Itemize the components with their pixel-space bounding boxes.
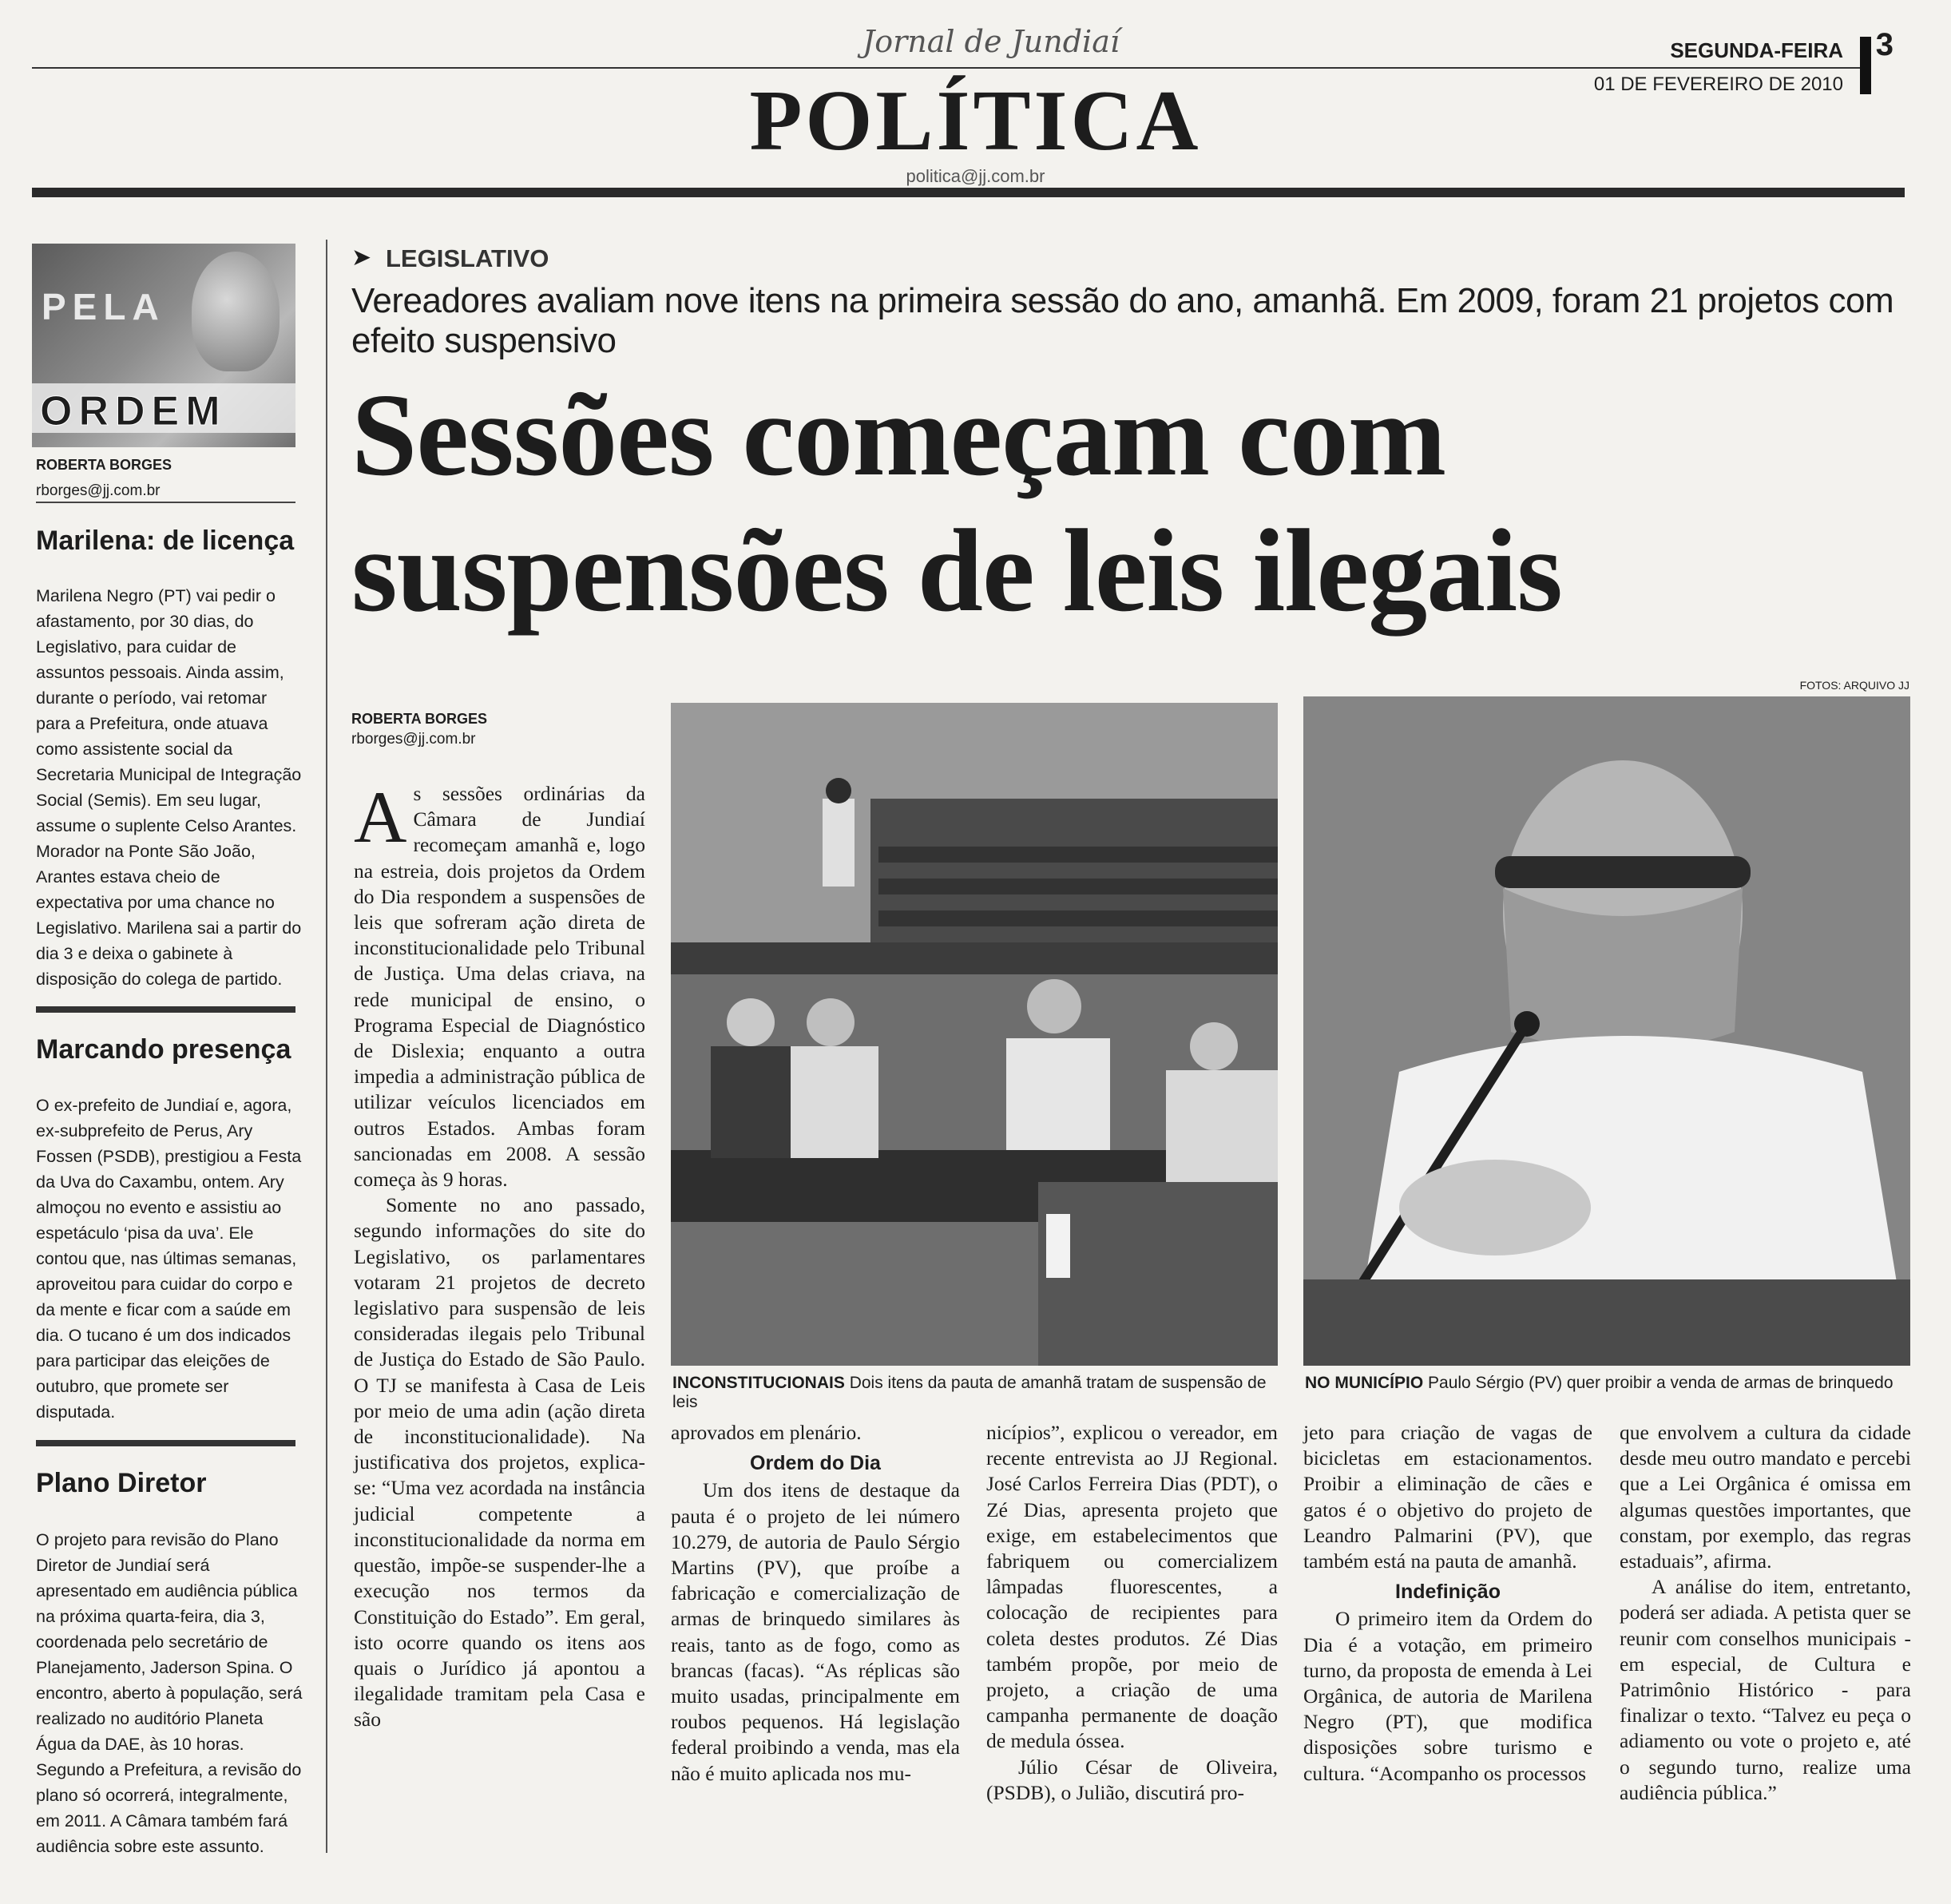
caption-text: Paulo Sérgio (PV) quer proibir a venda de armas de brinquedo xyxy=(1428,1374,1894,1392)
column-logo xyxy=(32,244,295,447)
portrait-photo xyxy=(1303,696,1910,1366)
paragraph: jeto para criação de vagas de bicicletas em estacionamentos. Proibir a eliminação de cães e gatos é o objetivo do projeto de Leandro Palmarini (PV), que também está na pauta de amanhã. xyxy=(1303,1421,1592,1573)
note-divider xyxy=(36,1006,295,1013)
column-email: rborges@jj.com.br xyxy=(36,482,161,499)
logo-word-pela: PELA xyxy=(42,286,165,327)
paragraph: A análise do item, entretanto, poderá ser adiada. A petista quer se reunir com conselhos municipais - em especial, de Cultura e Patrimônio Histórico - para finalizar o texto. “Talvez eu peça o adiamento ou vote o projeto e, até o segundo turno, realize uma audiência pública.” xyxy=(1620,1575,1911,1804)
paragraph: s sessões ordinárias da Câmara de Jundiaí recomeçam amanhã e, logo na estreia, dois projetos da Ordem do Dia respondem a suspensões de leis que sofreram ação direta de inconstitucionalidade pelo Tribunal de Justiça. Uma delas criava, na rede municipal de ensino, o Programa Especial de Diagnóstico de Dislexia; enquanto a outra impedia a administração pública de utilizar veículos licenciados em outros Estados. Ambas foram sancionadas em 2008. A sessão começa às 9 horas. xyxy=(354,782,645,1192)
article-column-5 xyxy=(1620,1420,1911,1806)
deck: Vereadores avaliam nove itens na primeira sessão do ano, amanhã. Em 2009, foram 21 projetos com efeito suspensivo xyxy=(351,281,1894,360)
kicker-arrow-icon: ➤ xyxy=(351,244,372,271)
logo-hand-image xyxy=(192,252,280,371)
page-number: 3 xyxy=(1875,27,1894,62)
weekday: SEGUNDA-FEIRA xyxy=(1670,38,1843,62)
article-column-2 xyxy=(671,1420,960,1787)
article-byline: ROBERTA BORGES xyxy=(351,711,488,727)
column-separator xyxy=(326,240,327,1853)
masthead-rule xyxy=(32,67,1869,69)
headline-line-2: suspensões de leis ilegais xyxy=(351,506,1562,637)
section-title: POLÍTICA xyxy=(749,73,1202,169)
note-divider xyxy=(36,1440,295,1446)
article-column-3 xyxy=(986,1420,1278,1806)
subhead-indefinicao: Indefinição xyxy=(1395,1581,1501,1604)
column-rule xyxy=(36,502,295,503)
kicker: LEGISLATIVO xyxy=(386,244,549,272)
photo-credit: FOTOS: ARQUIVO JJ xyxy=(1799,679,1909,692)
caption-text: Dois itens da pauta de amanhã tratam de suspensão de leis xyxy=(672,1374,1267,1411)
section-email: politica@jj.com.br xyxy=(906,166,1045,186)
note-title: Marilena: de licença xyxy=(36,526,295,556)
paragraph: Júlio César de Oliveira, (PSDB), o Julião, discutirá pro- xyxy=(986,1755,1278,1804)
dropcap: A xyxy=(354,776,407,858)
caption-label: INCONSTITUCIONAIS xyxy=(672,1374,845,1392)
subhead-ordem-do-dia: Ordem do Dia xyxy=(750,1452,881,1475)
newspaper-name: Jornal de Jundiaí xyxy=(862,24,1120,59)
publication-date: 01 DE FEVEREIRO DE 2010 xyxy=(1593,73,1843,95)
photo-caption-1 xyxy=(672,1374,1295,1412)
photo-caption-2 xyxy=(1305,1374,1928,1393)
note-title: Marcando presença xyxy=(36,1034,291,1065)
chamber-photo xyxy=(671,703,1278,1366)
paragraph: O primeiro item da Ordem do Dia é a votação, em primeiro turno, da proposta de emenda à Lei Orgânica, de autoria de Marilena Negro (PT), que modifica disposições sobre turismo e cultura. “Acompanho os processos xyxy=(1303,1607,1592,1785)
note-text: O projeto para revisão do Plano Diretor de Jundiaí será apresentado em audiência pública na próxima quarta-feira, dia 3, coordenada pelo secretário de Planejamento, Jaderson Spina. O encontro, aberto à população, será realizado no auditório Planeta Água da DAE, às 10 horas. Segundo a Prefeitura, a revisão do plano só ocorrerá, integralmente, em 2011. A Câmara também fará audiência sobre este assunto. xyxy=(36,1530,303,1856)
note-text: Marilena Negro (PT) vai pedir o afastamento, por 30 dias, do Legislativo, para cuidar de assuntos pessoais. Ainda assim, durante o período, vai retomar para a Prefeitura, onde atuava como assistente social da Secretaria Municipal de Integração Social (Semis). Em seu lugar, assume o suplente Celso Arantes. Morador na Ponte São João, Arantes estava cheio de expectativa por uma chance no Legislativo. Marilena sai a partir do dia 3 e deixa o gabinete à disposição do colega de partido. xyxy=(36,586,302,989)
logo-word-ordem: ORDEM xyxy=(40,388,227,434)
paragraph: aprovados em plenário. xyxy=(671,1421,862,1444)
article-email: rborges@jj.com.br xyxy=(351,731,476,748)
note-text: O ex-prefeito de Jundiaí e, agora, ex-subprefeito de Perus, Ary Fossen (PSDB), prestigiou a Festa da Uva do Caxambu, ontem. Ary almoçou no evento e assistiu ao espetáculo ‘pisa da uva’. Ele contou que, nas últimas semanas, aproveitou para cuidar do corpo e da mente e ficar com a saúde em dia. O tucano é um dos indicados para participar das eleições de outubro, que promete ser disputada. xyxy=(36,1096,302,1422)
masthead-bar xyxy=(32,188,1905,197)
article-column-4 xyxy=(1303,1420,1592,1787)
portrait-photo-image xyxy=(1303,696,1910,1366)
article-column-1 xyxy=(354,776,645,1733)
note-title: Plano Diretor xyxy=(36,1468,207,1498)
caption-label: NO MUNICÍPIO xyxy=(1305,1374,1424,1392)
paragraph: Somente no ano passado, segundo informações do site do Legislativo, os parlamentares votaram 21 projetos de decreto legislativo para suspensão de leis consideradas ilegais pelo Tribunal de Justiça do Estado de São Paulo. O TJ se manifesta à Casa de Leis por meio de uma adin (ação direta de inconstitucionalidade). Na justificativa dos projetos, explica-se: “Uma vez acordada na instância judicial competente a inconstitucionalidade da norma em questão, impõe-se suspender-lhe a execução nos termos da Constituição do Estado”. Em geral, isto ocorre quando os itens aos quais o Jurídico já apontou a ilegalidade tramitam pela Casa e são xyxy=(354,1193,645,1731)
paragraph: nicípios”, explicou o vereador, em recente entrevista ao JJ Regional. José Carlos Ferreira Dias (PDT), o Zé Dias, apresenta projeto que exige, em estabelecimentos que fabriquem ou comercializem lâmpadas fluorescentes, a colocação de recipientes para coleta destes produtos. Zé Dias também propõe, por meio de projeto, a criação de uma campanha permanente de doação de medula óssea. xyxy=(986,1421,1278,1753)
chamber-photo-image xyxy=(671,703,1278,1366)
paragraph: Um dos itens de destaque da pauta é o projeto de lei número 10.279, de autoria de Paulo Sérgio Martins (PV), que proíbe a fabricação e comercialização de armas de brinquedo similares às reais, tanto as de fogo, como as brancas (facas). “As réplicas são muito usadas, principalmente em roubos pequenos. Há legislação federal proibindo a venda, mas ela não é muito aplicada nos mu- xyxy=(671,1478,960,1785)
paragraph: que envolvem a cultura da cidade desde meu outro mandato e percebi que a Lei Orgânica é omissa em algumas questões importantes, que constam, por exemplo, das regras estaduais”, afirma. xyxy=(1620,1421,1911,1573)
column-author: ROBERTA BORGES xyxy=(36,457,172,473)
headline-line-1: Sessões começam com xyxy=(351,370,1446,501)
